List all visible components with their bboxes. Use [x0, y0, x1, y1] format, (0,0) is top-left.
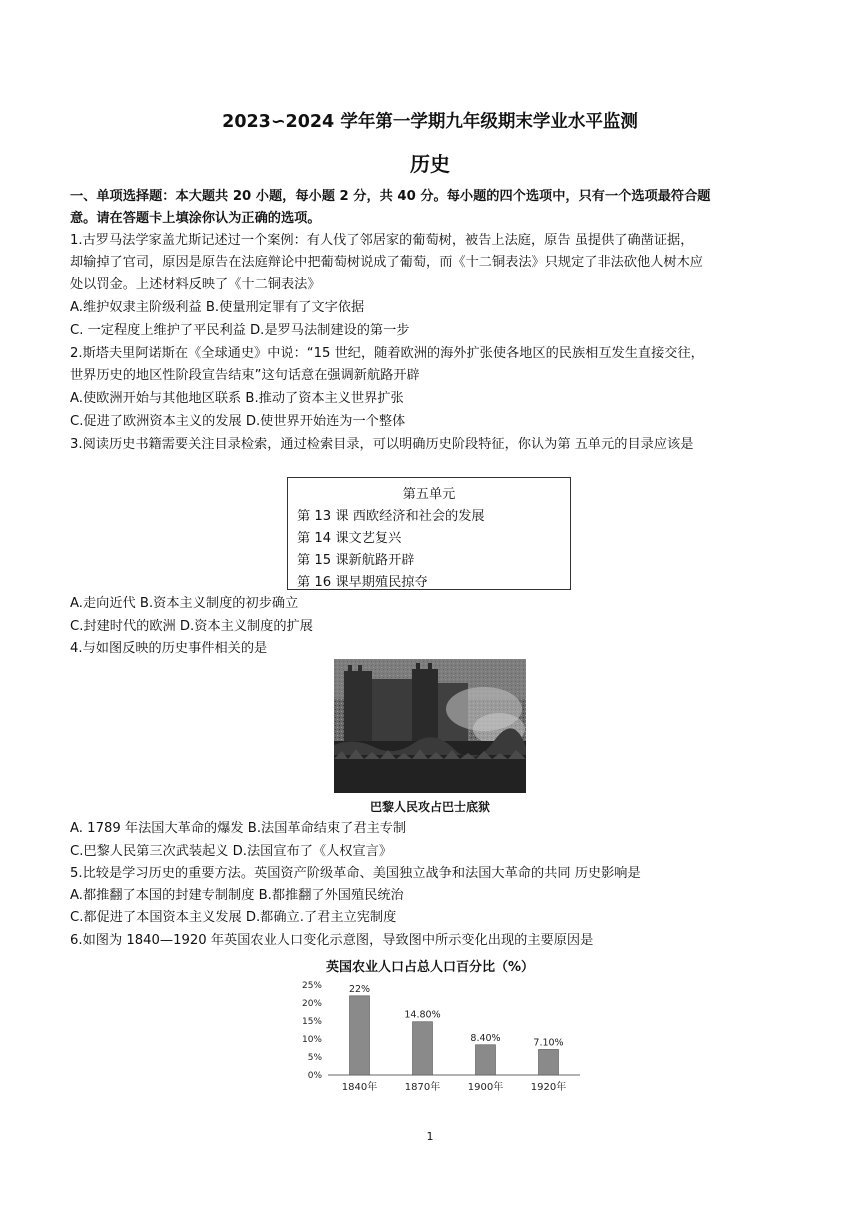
q1-line1: 1.古罗马法学家盖尤斯记述过一个案例：有人伐了邻居家的葡萄树，被告上法庭，原告 虽提供了确凿证据， [70, 233, 694, 248]
section-heading-line1: 一、单项选择题：本大题共 20 小题，每小题 2 分，共 40 分。每小题的四个选项中，只有一个选项最符合题 [70, 189, 711, 204]
q4-options-ab: A. 1789 年法国大革命的爆发 B.法国革命结束了君主专制 [70, 821, 407, 836]
toc-row: 第 15 课新航路开辟 [297, 553, 415, 568]
q1-line2: 却输掉了官司，原因是原告在法庭辩论中把葡萄树说成了葡萄，而《十二铜表法》只规定了非法砍他人树木应 [70, 255, 703, 270]
image-caption: 巴黎人民攻占巴士底狱 [369, 800, 490, 814]
q5-line1: 5.比较是学习历史的重要方法。英国资产阶级革命、美国独立战争和法国大革命的共同 历史影响是 [70, 866, 641, 881]
data-label: 14.80% [404, 1009, 441, 1021]
q3-line1: 3.阅读历史书籍需要关注目录检索，通过检索目录，可以明确历史阶段特征，你认为第 五单元的目录应该是 [70, 437, 694, 452]
chart-title: 英国农业人口占总人口百分比（%） [325, 960, 535, 975]
y-tick-label: 0% [307, 1071, 322, 1081]
q1-options-ab: A.维护奴隶主阶级利益 B.使量刑定罪有了文字依据 [70, 300, 365, 315]
data-label: 7.10% [533, 1037, 564, 1049]
q2-options-ab: A.使欧洲开始与其他地区联系 B.推动了资本主义世界扩张 [70, 391, 404, 406]
bar [350, 996, 370, 1075]
bar [476, 1045, 496, 1075]
bar [539, 1049, 559, 1075]
y-tick-label: 10% [301, 1035, 322, 1045]
q2-line2: 世界历史的地区性阶段宣告结束”这句话意在强调新航路开辟 [70, 368, 420, 383]
x-tick-label: 1870年 [404, 1082, 441, 1093]
agricultural-population-bar-chart [290, 975, 590, 1105]
x-tick-label: 1900年 [467, 1082, 504, 1093]
section-heading-line2: 意。请在答题卡上填涂你认为正确的选项。 [70, 211, 321, 226]
y-tick-label: 25% [301, 981, 322, 991]
q6-line1: 6.如图为 1840—1920 年英国农业人口变化示意图，导致图中所示变化出现的主要原因是 [70, 933, 594, 948]
y-tick-label: 20% [301, 999, 322, 1009]
page-number: 1 [426, 1130, 434, 1143]
q1-options-cd: C. 一定程度上维护了平民利益 D.是罗马法制建设的第一步 [70, 323, 410, 338]
x-tick-label: 1840年 [341, 1082, 378, 1093]
q4-options-cd: C.巴黎人民第三次武装起义 D.法国宣布了《人权宣言》 [70, 844, 393, 859]
bar [413, 1022, 433, 1075]
x-tick-label: 1920年 [530, 1082, 567, 1093]
q2-line1: 2.斯塔夫里阿诺斯在《全球通史》中说：“15 世纪，随着欧洲的海外扩张使各地区的民族相互发生直接交往， [70, 346, 704, 361]
subject-title: 历史 [410, 152, 450, 176]
unit-table-of-contents [287, 477, 571, 590]
q4-line1: 4.与如图反映的历史事件相关的是 [70, 641, 268, 656]
toc-heading: 第五单元 [402, 487, 456, 502]
q3-options-ab: A.走向近代 B.资本主义制度的初步确立 [70, 596, 299, 611]
q5-options-ab: A.都推翻了本国的封建专制制度 B.都推翻了外国殖民统治 [70, 888, 404, 903]
y-tick-label: 15% [301, 1017, 322, 1027]
q1-line3: 处以罚金。上述材料反映了《十二铜表法》 [70, 277, 321, 292]
toc-row: 第 13 课 西欧经济和社会的发展 [297, 509, 485, 524]
toc-row: 第 14 课文艺复兴 [297, 531, 402, 546]
y-tick-label: 5% [307, 1053, 322, 1063]
bastille-storming-image [334, 659, 526, 793]
q3-options-cd: C.封建时代的欧洲 D.资本主义制度的扩展 [70, 619, 313, 634]
q5-options-cd: C.都促进了本国资本主义发展 D.都确立.了君主立宪制度 [70, 910, 397, 925]
toc-row: 第 16 课早期殖民掠夺 [297, 575, 428, 590]
exam-title: 2023∽2024 学年第一学期九年级期末学业水平监测 [222, 112, 638, 132]
q2-options-cd: C.促进了欧洲资本主义的发展 D.使世界开始连为一个整体 [70, 414, 406, 429]
data-label: 8.40% [470, 1032, 501, 1044]
data-label: 22% [348, 983, 371, 995]
